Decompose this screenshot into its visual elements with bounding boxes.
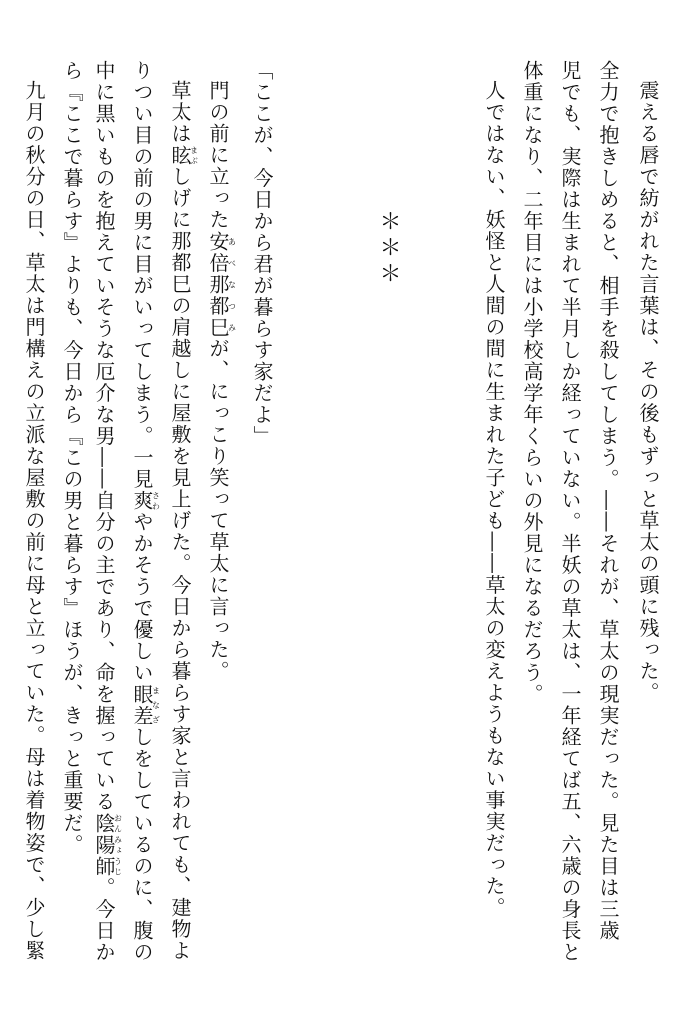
text-line-2: 全力で抱きしめると、相手を殺してしまう。――それが、草太の現実だった。見た目は三歳 — [596, 60, 620, 942]
ruby-onmyouji: 陰陽師おんみょうじ — [92, 812, 123, 877]
text-line-7: 九月の秋分の日、草太は門構えの立派な屋敷の前に母と立っていた。母は着物姿で、少し緊 — [22, 80, 46, 962]
section-divider: ＊＊＊ — [376, 210, 401, 288]
text-line-13: 「ここが、今日から君が暮らす家だよ」 — [250, 60, 274, 447]
text-line-8: ら『ここで暮らす』よりも、今日から『この男と暮らす』ほうが、きっと重要だ。 — [60, 60, 84, 856]
text-line-4: 体重になり、二年目には小学校高学年くらいの外見になるだろう。 — [520, 60, 544, 705]
ruby-mabu: 眩まぶ — [168, 144, 199, 166]
text-line-10: りつい目の前の男に目がいってしまう。一見爽さわやかそうで優しい眼差まなざしをしているのに、腹の — [130, 60, 161, 963]
ruby-sawa: 爽さわ — [130, 490, 161, 512]
text-line-12: 門の前に立った安倍那都巳あべなつみが、にっこり笑って草太に言った。 — [206, 80, 237, 682]
text-line-9: 中に黒いものを抱えていそうな厄介な男――自分の主であり、命を握っている陰陽師おんみょうじ。今日か — [92, 60, 123, 963]
ruby-manaza: 眼差まなざ — [130, 683, 161, 727]
text-line-11: 草太は眩まぶしげに那都巳の肩越しに屋敷を見上げた。今日から暮らす家と言われても、建物よ — [168, 80, 199, 962]
text-line-5: 人ではない、妖怪と人間の間に生まれた子ども――草太の変えようもない事実だった。 — [482, 80, 506, 919]
text-line-1: 震える唇で紡がれた言葉は、その後もずっと草太の頭に残った。 — [636, 80, 660, 704]
ruby-abe-natsumi: 安倍那都巳あべなつみ — [206, 230, 237, 338]
text-line-3: 児でも、実際は生まれて半月しか経っていない。半妖の草太は、一年経てば五、六歳の身長と — [558, 60, 582, 963]
